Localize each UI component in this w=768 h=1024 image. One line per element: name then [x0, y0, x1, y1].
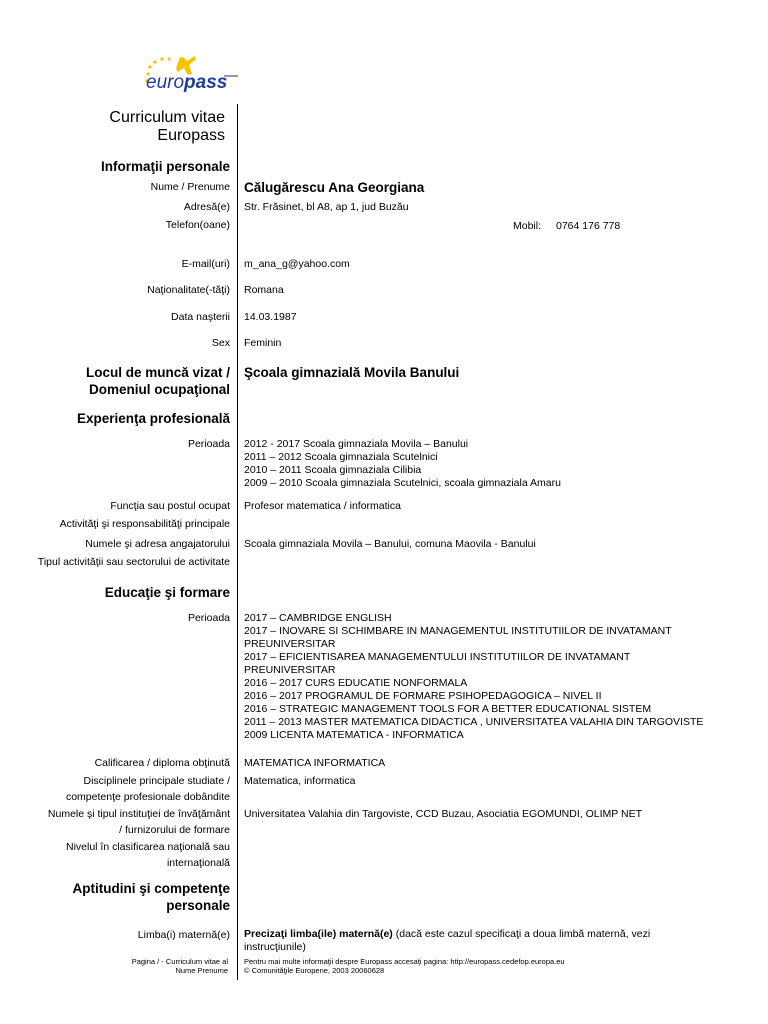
mother-tongue-note-2: instrucţiunile): [244, 941, 306, 953]
email-label: E-mail(uri): [181, 258, 230, 270]
address-value: Str. Frăsinet, bl A8, ap 1, jud Buzău: [244, 201, 409, 213]
education-period-list: [244, 612, 703, 742]
institution-label-line1: Numele şi tipul instituţiei de învăţământ: [47, 808, 230, 820]
nationality-label: Naţionalitate(-tăţi): [147, 284, 230, 296]
list-item: 2009 LICENTA MATEMATICA - INFORMATICA: [244, 729, 464, 741]
address-label: Adresă(e): [183, 201, 230, 213]
list-item: 2009 – 2010 Scoala gimnaziala Scutelnici, scoala gimnaziala Amaru: [244, 477, 561, 489]
institution-label-line2: / furnizorului de formare: [119, 824, 230, 836]
job-heading-line2: Domeniul ocupaţional: [88, 382, 230, 397]
footer-name: Nume Prenume: [175, 966, 228, 975]
level-label-line1: Nivelul în clasificarea naţională sau: [65, 841, 230, 853]
level-label-line2: internaţională: [166, 857, 230, 869]
nationality-value: Romana: [244, 284, 284, 296]
qualification-label: Calificarea / diploma obţinută: [94, 757, 230, 769]
job-heading: [86, 364, 230, 398]
list-item: PREUNIVERSITAR: [244, 664, 336, 676]
email-value[interactable]: m_ana_g@yahoo.com: [244, 258, 350, 270]
experience-heading: Experienţa profesională: [76, 411, 230, 426]
employer-value: Scoala gimnaziala Movila – Banului, comuna Maovila - Banului: [244, 538, 536, 550]
footer-page-info: Pagina / - Curriculum vitae al: [131, 957, 228, 966]
list-item: 2016 – 2017 PROGRAMUL DE FORMARE PSIHOPEDAGOGICA – NIVEL II: [244, 690, 602, 702]
mother-tongue-bold: Precizaţi limba(ile) maternă(e): [244, 928, 393, 940]
experience-period-list: [244, 438, 561, 490]
list-item: 2017 – INOVARE SI SCHIMBARE IN MANAGEMENTUL INSTITUTIILOR DE INVATAMANT: [244, 625, 672, 637]
list-item: 2012 - 2017 Scoala gimnaziala Movila – Banului: [244, 438, 469, 450]
employer-label: Numele şi adresa angajatorului: [85, 538, 230, 550]
level-label: [66, 841, 230, 870]
job-heading-line1: Locul de muncă vizat /: [85, 365, 230, 380]
position-label: Funcţia sau postul ocupat: [110, 500, 230, 512]
subjects-value: Matematica, informatica: [244, 775, 356, 787]
subjects-label-line2: competenţe profesionale dobândite: [65, 791, 230, 803]
experience-period-label: Perioada: [187, 438, 230, 450]
cv-title-line1: Curriculum vitae: [109, 109, 225, 126]
vertical-divider: [237, 104, 238, 980]
list-item: 2011 – 2012 Scoala gimnaziala Scutelnici: [244, 451, 438, 463]
footer-left: [132, 957, 228, 975]
footer-copyright: © Comunităţile Europene, 2003 20060628: [244, 966, 385, 975]
list-item: 2017 – CAMBRIDGE ENGLISH: [244, 612, 392, 624]
sector-label: Tipul activităţii sau sectorului de activitate: [37, 556, 230, 568]
logo-text-euro: euro: [146, 72, 185, 93]
sex-value: Feminin: [244, 337, 282, 349]
education-period-label: Perioada: [187, 612, 230, 624]
list-item: 2016 – STRATEGIC MANAGEMENT TOOLS FOR A BETTER EDUCATIONAL SISTEM: [244, 703, 652, 715]
skills-heading-line2: personale: [166, 898, 230, 913]
education-heading: Educaţie şi formare: [104, 585, 230, 600]
footer-europass-link[interactable]: Pentru mai multe informaţii despre Europass accesaţi pagina: http://europass.cedefop.europa.eu: [244, 957, 565, 966]
cv-title-line2: Europass: [157, 127, 225, 144]
footer-right: [244, 957, 565, 975]
cv-title: [109, 109, 225, 145]
europass-logo: [138, 54, 238, 96]
logo-text-pass: pass: [184, 72, 228, 93]
mother-tongue-value: [244, 928, 650, 954]
phone-label: Telefon(oane): [165, 219, 230, 231]
mother-tongue-note-1: (dacă este cazul specificaţi a doua limbă maternă, vezi: [392, 928, 651, 940]
qualification-value: MATEMATICA INFORMATICA: [244, 757, 386, 769]
skills-heading-line1: Aptitudini şi competenţe: [72, 881, 230, 896]
name-label: Nume / Prenume: [150, 181, 230, 193]
list-item: 2016 – 2017 CURS EDUCATIE NONFORMALA: [244, 677, 468, 689]
subjects-label: [66, 775, 230, 804]
activities-label: Activităţi şi responsabilităţi principale: [59, 518, 230, 530]
list-item: 2011 – 2013 MASTER MATEMATICA DIDACTICA , UNIVERSITATEA VALAHIA DIN TARGOVISTE: [244, 716, 704, 728]
job-value: Şcoala gimnazială Movila Banului: [244, 365, 460, 380]
skills-heading: [72, 880, 230, 914]
position-value: Profesor matematica / informatica: [244, 500, 401, 512]
name-value: Călugărescu Ana Georgiana: [244, 180, 425, 195]
institution-label: [48, 808, 230, 837]
institution-value: Universitatea Valahia din Targoviste, CCD Buzau, Asociatia EGOMUNDI, OLIMP NET: [244, 808, 642, 820]
list-item: PREUNIVERSITAR: [244, 638, 336, 650]
birth-label: Data naşterii: [171, 311, 230, 323]
mobile-label: Mobil:: [513, 220, 542, 232]
personal-info-heading: Informaţii personale: [100, 159, 230, 174]
list-item: 2017 – EFICIENTISAREA MANAGEMENTULUI INSTITUTIILOR DE INVATAMANT: [244, 651, 631, 663]
list-item: 2010 – 2011 Scoala gimnaziala Cilibia: [244, 464, 422, 476]
birth-value: 14.03.1987: [244, 311, 297, 323]
mother-tongue-label: Limba(i) maternă(e): [137, 929, 230, 941]
subjects-label-line1: Disciplinele principale studiate /: [83, 775, 230, 787]
sex-label: Sex: [211, 337, 230, 349]
mobile-value: 0764 176 778: [556, 220, 621, 232]
